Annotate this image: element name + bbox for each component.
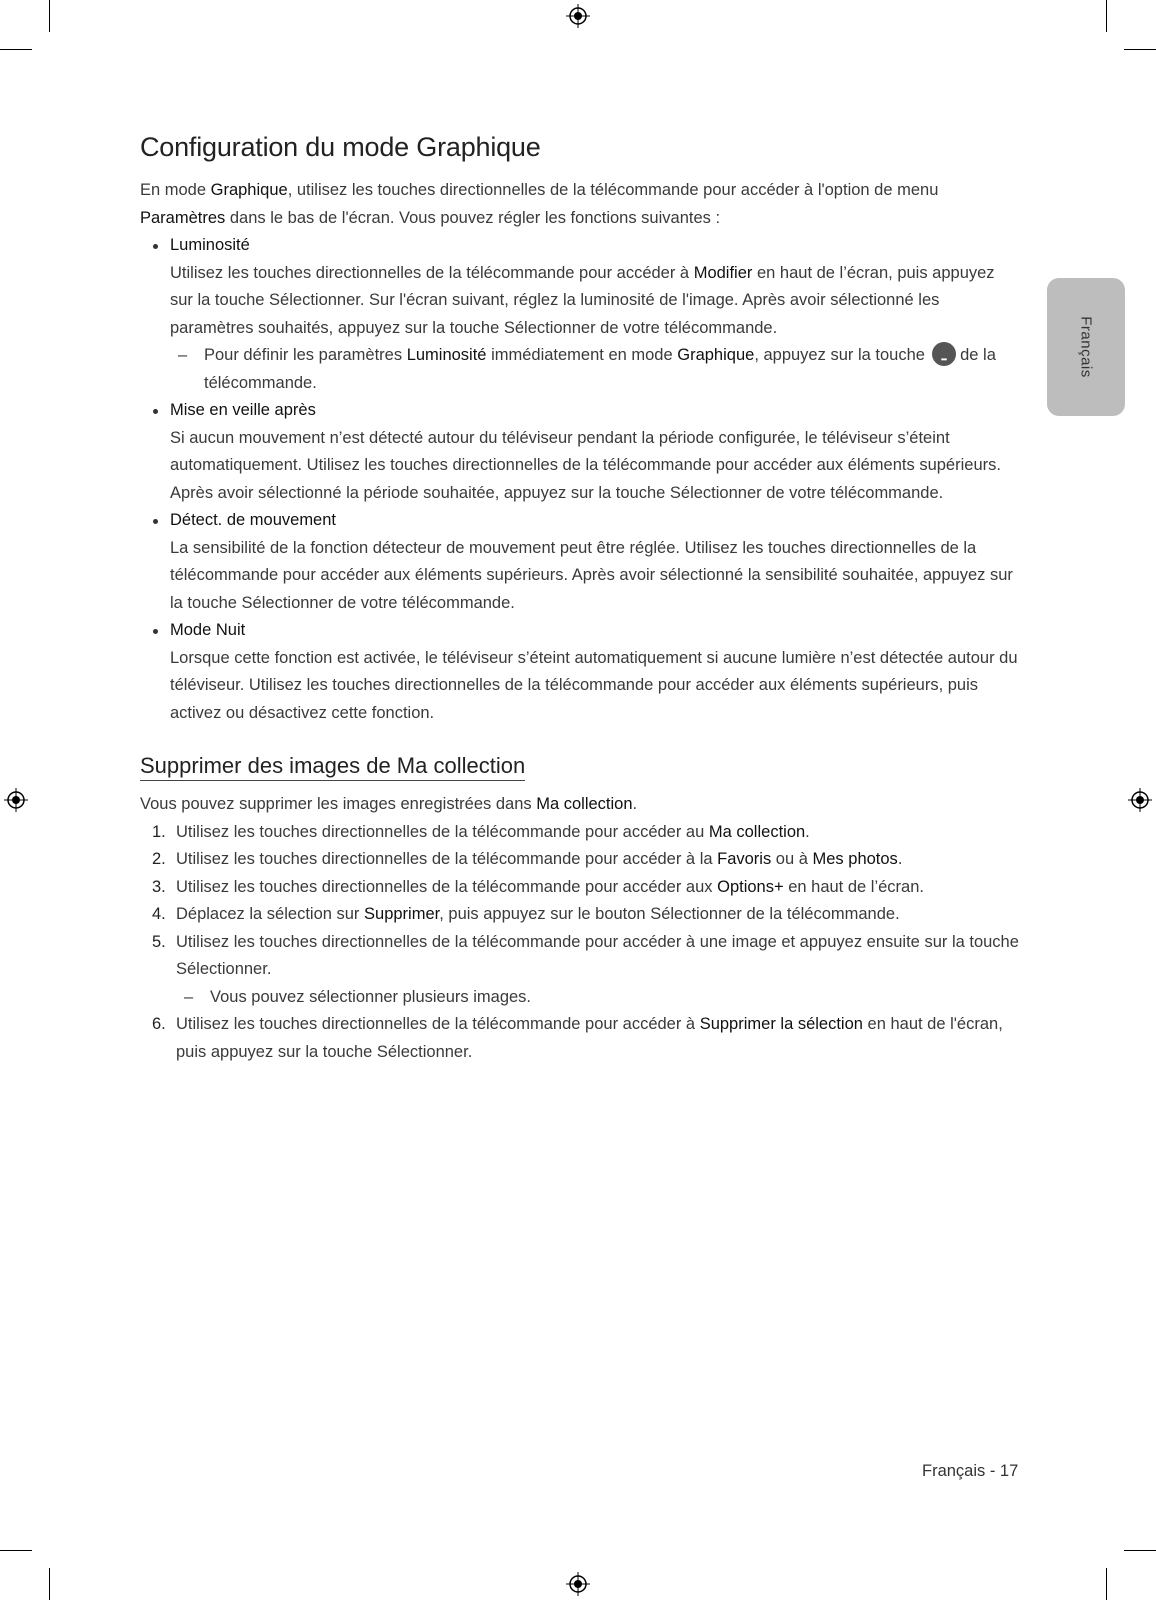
step-item: 4. Déplacez la sélection sur Supprimer, puis appuyez sur le bouton Sélectionner de la télécommande. — [152, 905, 900, 923]
step-item: 1. Utilisez les touches directionnelles de la télécommande pour accéder au Ma collection. — [152, 822, 810, 841]
item-title: Détect. de mouvement — [170, 511, 336, 529]
section-intro: En mode Graphique, utilisez les touches directionnelles de la télécommande pour accéder à l'option de menu Paramètres dans le bas de l'écran. Vous pouvez régler les fonctions suivantes : — [140, 181, 939, 227]
settings-list — [140, 232, 1020, 727]
item-note: – Pour définir les paramètres Luminosité immédiatement en mode Graphique, appuyez sur la touche ••• de la télécommande. — [170, 342, 1020, 397]
item-body: Lorsque cette fonction est activée, le téléviseur s’éteint automatiquement si aucune lumière n’est détectée autour du téléviseur. Utilisez les touches directionnelles de la télécommande pour accéder aux éléments supérieurs, puis activez ou désactivez cette fonction. — [170, 648, 1018, 722]
registration-mark-icon — [1128, 788, 1152, 812]
item-title: Mode Nuit — [170, 621, 246, 639]
more-button-icon — [932, 342, 956, 366]
item-body: La sensibilité de la fonction détecteur de mouvement peut être réglée. Utilisez les touches directionnelles de la télécommande pour accéder aux éléments supérieurs. Après avoir sélectionné la sensibilité souhaitée, appuyez sur la touche Sélectionner de votre télécommande. — [170, 538, 1013, 612]
list-item — [140, 507, 1020, 617]
crop-mark — [0, 49, 32, 50]
step-item: 3. Utilisez les touches directionnelles de la télécommande pour accéder aux Options+ en haut de l’écran. — [152, 877, 924, 896]
crop-mark — [1124, 1550, 1156, 1551]
crop-mark — [1124, 49, 1156, 50]
registration-mark-icon — [4, 788, 28, 812]
section-title: Configuration du mode Graphique — [140, 132, 541, 162]
step-item: 6. Utilisez les touches directionnelles de la télécommande pour accéder à Supprimer la sélection en haut de l'écran, puis appuyez sur la touche Sélectionner. — [152, 1015, 1003, 1061]
language-side-tab — [1047, 278, 1125, 416]
page-number: Français - 17 — [922, 1462, 1019, 1480]
list-item — [140, 232, 1020, 397]
registration-mark-icon — [566, 4, 590, 28]
section-subtitle: Supprimer des images de Ma collection — [140, 753, 525, 781]
crop-mark — [1106, 0, 1107, 32]
language-tab-label: Français — [1077, 316, 1095, 378]
list-item — [140, 397, 1020, 507]
steps-list — [140, 819, 1020, 1067]
registration-mark-icon — [566, 1572, 590, 1596]
crop-mark — [49, 1568, 50, 1600]
section-intro: Vous pouvez supprimer les images enregistrées dans Ma collection. — [140, 795, 638, 813]
crop-mark — [0, 1550, 32, 1551]
step-item: 5. Utilisez les touches directionnelles de la télécommande pour accéder à une image et appuyez ensuite sur la touche Sélectionner. – Vous pouvez sélectionner plusieurs images. — [140, 929, 1020, 1012]
step-note: – Vous pouvez sélectionner plusieurs images. — [184, 987, 532, 1006]
item-title: Luminosité — [170, 236, 250, 254]
item-body: Utilisez les touches directionnelles de la télécommande pour accéder à Modifier en haut de l’écran, puis appuyez sur la touche Sélectionner. Sur l'écran suivant, réglez la luminosité de l'image. Après avoir sélectionné les paramètres souhaités, appuyez sur la touche Sélectionner de votre télécommande. — [170, 263, 995, 337]
crop-mark — [1106, 1568, 1107, 1600]
item-body: Si aucun mouvement n’est détecté autour du téléviseur pendant la période configurée, le téléviseur s’éteint automatiquement. Utilisez les touches directionnelles de la télécommande pour accéder aux éléments supérieurs. Après avoir sélectionné la période souhaitée, appuyez sur la touche Sélectionner de votre télécommande. — [170, 428, 1001, 502]
delete-images-section — [140, 753, 1020, 1066]
item-title: Mise en veille après — [170, 401, 316, 419]
list-item — [140, 617, 1020, 727]
crop-mark — [49, 0, 50, 32]
step-item: 2. Utilisez les touches directionnelles de la télécommande pour accéder à la Favoris ou à Mes photos. — [152, 850, 903, 868]
page-content — [140, 132, 1020, 1066]
